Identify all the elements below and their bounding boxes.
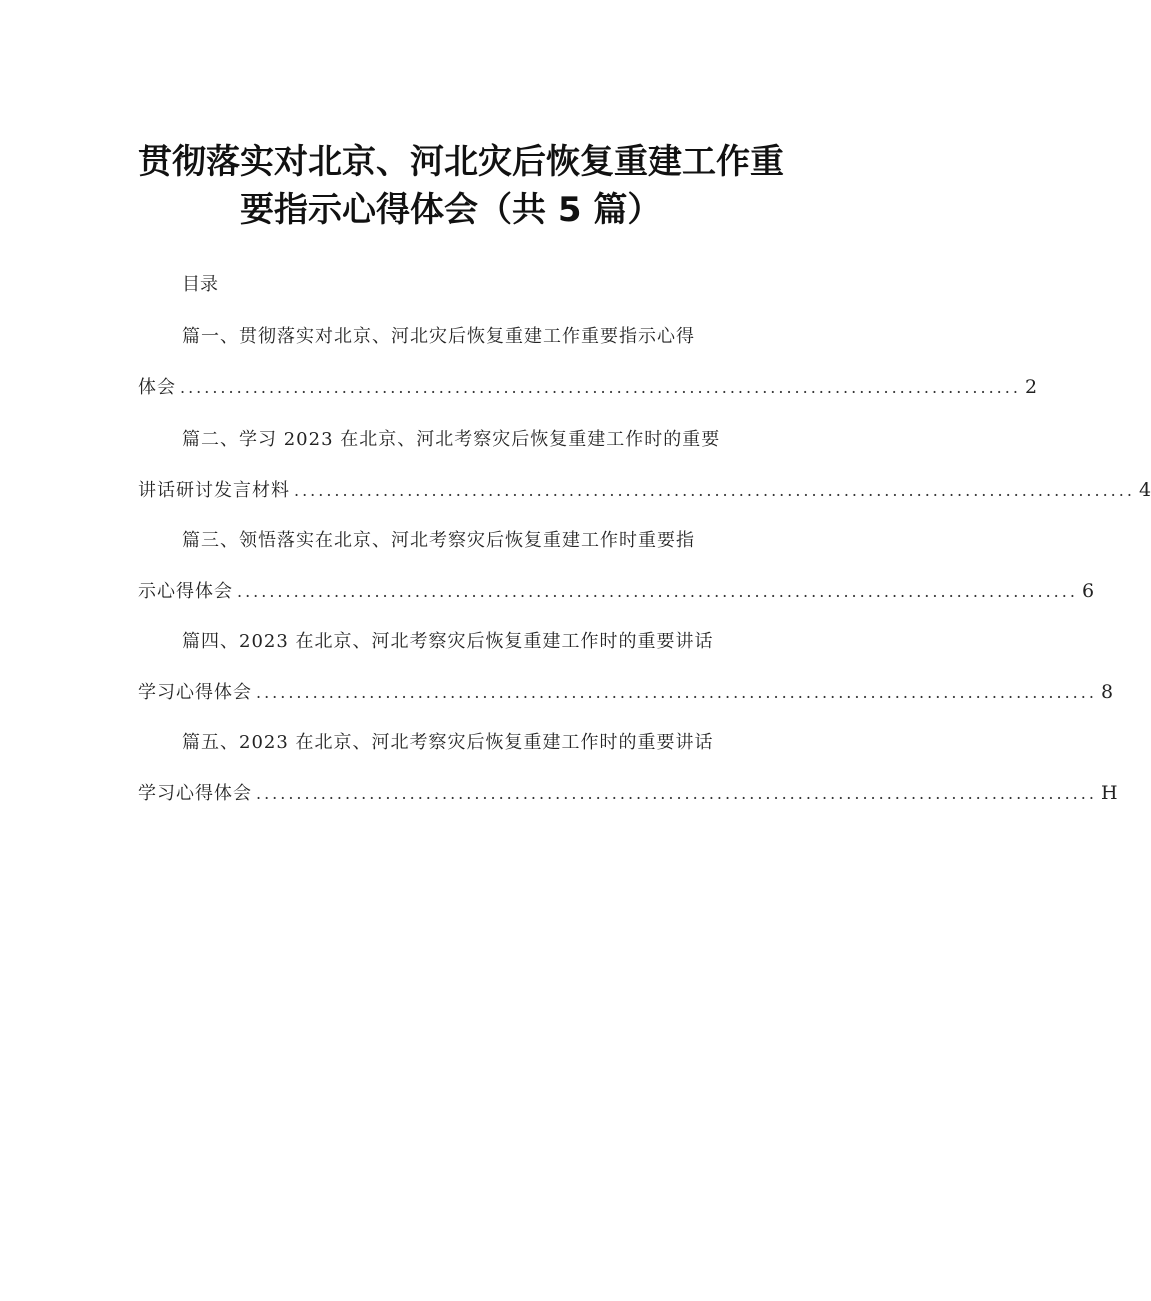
dot-leader: ........................................................................................................ [256,683,1097,702]
dot-leader: ........................................................................................................ [180,378,1021,397]
toc-entry-title: 篇二、学习 2023 在北京、河北考察灾后恢复重建工作时的重要 [182,429,721,450]
toc-entry-continuation [138,476,1151,502]
toc-page-number: H [1100,782,1118,804]
toc-entry-title-cont: 体会 [138,377,176,398]
toc-entry-title-cont: 示心得体会 [138,581,233,602]
dot-leader: ........................................................................................................ [294,481,1135,500]
toc-entry-title: 篇四、2023 在北京、河北考察灾后恢复重建工作时的重要讲话 [182,631,714,652]
toc-entry-title: 篇三、领悟落实在北京、河北考察灾后恢复重建工作时重要指 [182,530,695,551]
toc-heading: 目录 [182,274,218,295]
toc-page-number: 4 [1138,479,1151,501]
toc-entry-continuation [138,373,1038,399]
toc-page-number: 8 [1100,681,1114,703]
toc-entry-title-cont: 学习心得体会 [138,682,252,703]
dot-leader: ........................................................................................................ [256,784,1097,803]
toc-entry-title-cont: 学习心得体会 [138,783,252,804]
dot-leader: ........................................................................................................ [237,582,1078,601]
toc-entry-title-cont: 讲话研讨发言材料 [138,480,290,501]
title-line-2: 要指示心得体会（共 5 篇） [240,190,662,230]
toc-entry-continuation [138,779,1118,805]
title-line-1: 贯彻落实对北京、河北灾后恢复重建工作重 [138,142,784,182]
toc-page-number: 2 [1024,376,1038,398]
toc-page-number: 6 [1081,580,1095,602]
toc-entry-continuation [138,577,1095,603]
toc-entry-continuation [138,678,1114,704]
toc-entry-title: 篇一、贯彻落实对北京、河北灾后恢复重建工作重要指示心得 [182,326,695,347]
toc-entry-title: 篇五、2023 在北京、河北考察灾后恢复重建工作时的重要讲话 [182,732,714,753]
